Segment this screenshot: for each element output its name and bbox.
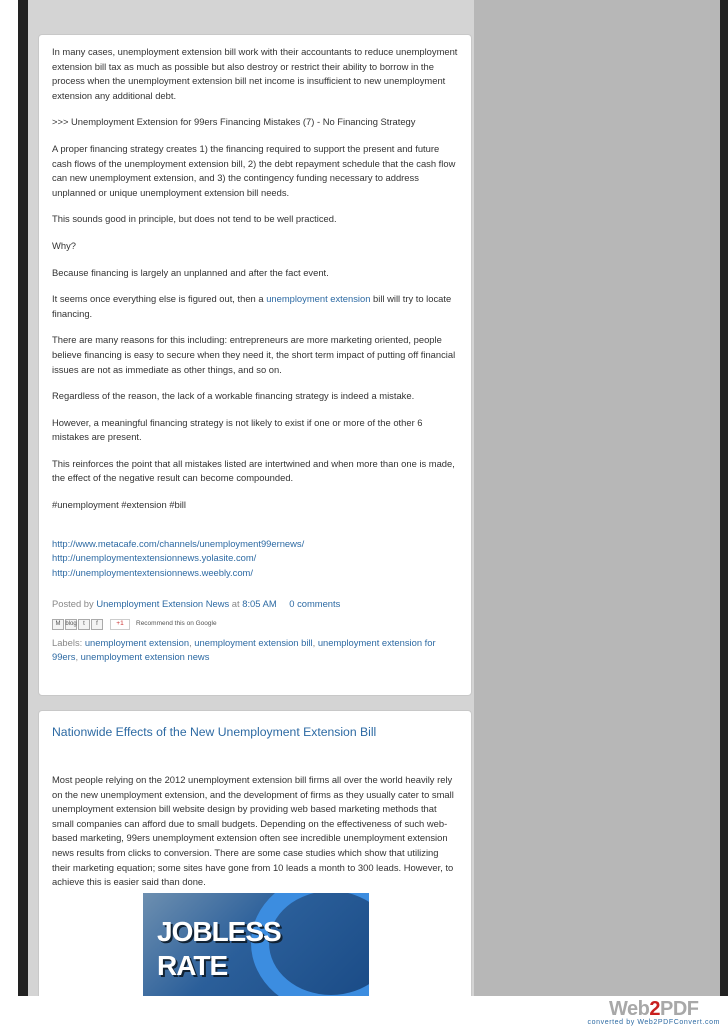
external-links — [52, 537, 458, 581]
post-title[interactable]: Nationwide Effects of the New Unemployment Extension Bill — [52, 725, 377, 739]
sidebar-column — [474, 0, 720, 996]
post-card — [38, 710, 472, 1000]
page-edge-left — [18, 0, 28, 1000]
web2pdf-watermark — [588, 998, 720, 1026]
facebook-share-icon[interactable]: f — [91, 619, 103, 630]
paragraph: There are many reasons for this including: entrepreneurs are more marketing oriented, people believe financing is easy to secure when they need it, the short term impact of putting off financial issues are not as immediate as other things, and so on. — [52, 334, 456, 375]
paragraph: Regardless of the reason, the lack of a workable financing strategy is indeed a mistake. — [52, 390, 415, 402]
link-metacafe[interactable]: http://www.metacafe.com/channels/unemployment99ernews/ — [52, 537, 305, 549]
recommend-text: Recommend this on Google — [136, 619, 217, 627]
paragraph: In many cases, unemployment extension bill work with their accountants to reduce unemployment extension bill tax as much as possible but also destroy or restrict their ability to borrow in the process when the unemployment extension bill net income is insufficient to new unemployment extension any additional debt. — [52, 46, 458, 101]
paragraph-text: bill will try to locate financing. — [52, 293, 452, 319]
web2pdf-tagline: converted by Web2PDFConvert.com — [587, 1019, 720, 1026]
comments-link[interactable]: 0 comments — [289, 598, 341, 610]
image-text-line: JOBLESS — [157, 916, 281, 947]
label-link[interactable]: unemployment extension for 99ers — [52, 637, 436, 663]
paragraph: This reinforces the point that all mistakes listed are intertwined and when more than one is made, the effect of the negative result can become compounded. — [52, 457, 455, 484]
label-link[interactable]: unemployment extension — [84, 637, 190, 649]
inline-link-unemployment-extension[interactable]: unemployment extension — [266, 293, 371, 305]
logo-part: Web — [609, 998, 650, 1020]
paragraph: This sounds good in principle, but does not tend to be well practiced. — [52, 213, 337, 225]
post-card — [38, 34, 472, 696]
jobless-rate-image — [143, 893, 369, 1001]
post-labels: Labels: unemployment extension, unemployment extension bill, unemployment extension for 99ers, unemployment extension news — [52, 637, 436, 663]
post-time-link[interactable]: 8:05 AM — [242, 598, 277, 610]
paragraph: However, a meaningful financing strategy is not likely to exist if one or more of the other 6 mistakes are present. — [52, 416, 423, 443]
paragraph — [52, 292, 458, 321]
label-link[interactable]: unemployment extension bill — [194, 637, 313, 649]
web2pdf-logo — [588, 998, 720, 1021]
hashtags: #unemployment #extension #bill — [52, 499, 186, 511]
image-text-line: RATE — [157, 950, 228, 981]
section-heading: >>> Unemployment Extension for 99ers Financing Mistakes (7) - No Financing Strategy — [52, 116, 416, 128]
labels-prefix: Labels: — [52, 637, 83, 649]
post-body: Most people relying on the 2012 unemployment extension bill firms all over the world heavily rely on the new unemployment extension, and the development of firms as they usually cater to small unemployment extension bill website design by providing web based marketing methods that small companies can afford due to small budgets. Depending on the effectiveness of such web-based marketing, 99ers unemployment extension often see incredible unemployment extension news results from clicks to conversion. There are some case studies which show that utilizing their marketing equation; some sites have gone from 10 leads a month to 300 leads. However, to achieve this is easier said than done. — [52, 774, 454, 888]
label-link[interactable]: unemployment extension news — [80, 651, 210, 663]
posted-by-label: Posted by — [52, 598, 94, 610]
author-link[interactable]: Unemployment Extension News — [96, 598, 230, 610]
page-edge-right — [720, 0, 728, 1000]
paragraph-text: It seems once everything else is figured out, then a — [52, 293, 267, 305]
post-footer — [52, 597, 458, 612]
link-yolasite[interactable]: http://unemploymentextensionnews.yolasite.com/ — [52, 552, 257, 564]
at-label: at — [231, 598, 240, 610]
blogthis-share-icon[interactable]: blog — [65, 619, 77, 630]
share-row — [52, 616, 458, 632]
post-body — [39, 35, 471, 664]
twitter-share-icon[interactable]: t — [78, 619, 90, 630]
logo-part: PDF — [660, 998, 699, 1020]
link-weebly[interactable]: http://unemploymentextensionnews.weebly.com/ — [52, 566, 253, 578]
paragraph: A proper financing strategy creates 1) the financing required to support the present and future cash flows of the unemployment extension bill, 2) the debt repayment schedule that the cash flow can new unemployment extension, and 3) the contingency funding necessary to address unplanned or unique unemployment extension bill needs. — [52, 142, 456, 198]
image-text — [157, 915, 281, 983]
plus-one-button[interactable]: +1 — [110, 619, 130, 630]
logo-part: 2 — [649, 998, 660, 1020]
email-share-icon[interactable]: M — [52, 619, 64, 630]
paragraph: Why? — [52, 239, 76, 251]
paragraph: Because financing is largely an unplanned and after the fact event. — [52, 266, 329, 278]
